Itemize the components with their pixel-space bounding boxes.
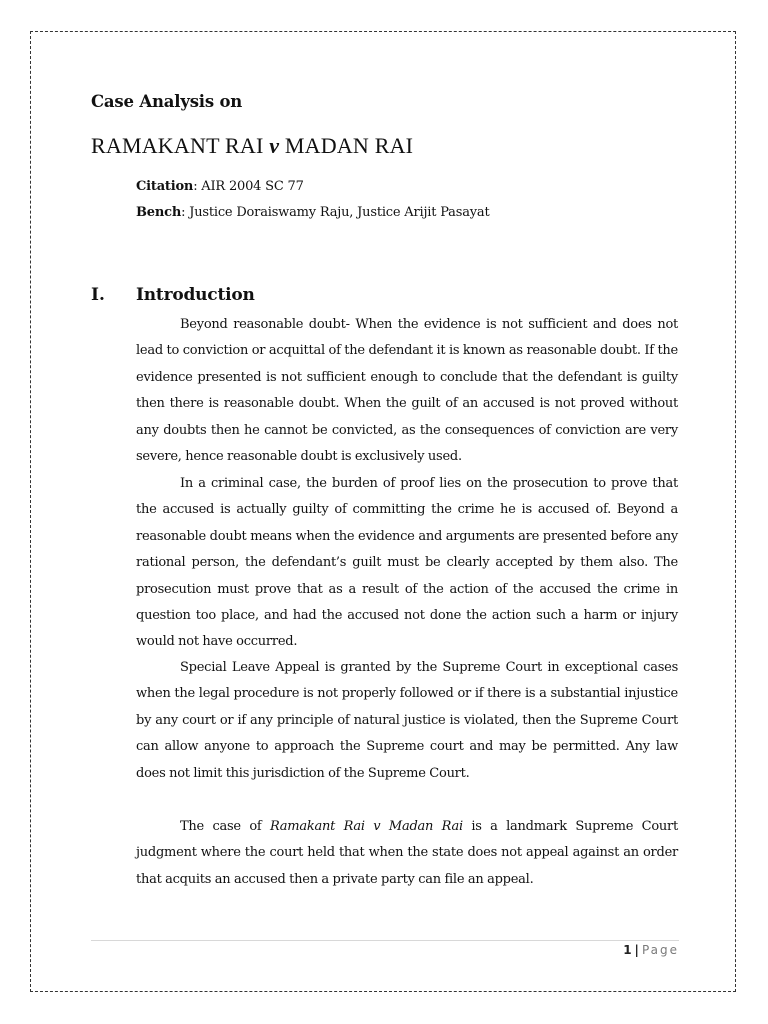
page-label: Page bbox=[641, 943, 679, 957]
bench-label: Bench bbox=[136, 205, 182, 220]
case-name-italic: Ramakant Rai v Madan Rai bbox=[269, 819, 463, 834]
document-title bbox=[91, 133, 413, 159]
bench-line bbox=[136, 205, 489, 220]
citation-value: : AIR 2004 SC 77 bbox=[193, 179, 304, 194]
section-number: I. bbox=[91, 285, 105, 305]
paragraph-burden-of-proof: In a criminal case, the burden of proof lies on the prosecution to prove that the accused is actually guilty of committing the crime he is accused of. Beyond a reasonable doubt means when the evidence and arguments are presented before any rational person, the defendant’s guilt must be clearly accepted by them also. The prosecution must prove that as a result of the action of the accused the crime in question too place, and had the accused not done the action such a harm or injury would not have occurred. bbox=[136, 476, 678, 650]
title-party-1: RAMAKANT RAI bbox=[91, 133, 264, 158]
document-subtitle: Case Analysis on bbox=[91, 92, 243, 111]
footer-divider bbox=[91, 940, 679, 941]
page-number: 1 bbox=[623, 943, 632, 957]
section-title: Introduction bbox=[136, 285, 255, 305]
citation-line bbox=[136, 179, 304, 194]
bench-value: : Justice Doraiswamy Raju, Justice Arijit Pasayat bbox=[181, 205, 490, 220]
paragraph-special-leave-appeal: Special Leave Appeal is granted by the Supreme Court in exceptional cases when the legal procedure is not properly followed or if there is a substantial injustice by any court or if any principle of natural justice is violated, then the Supreme Court can allow anyone to approach the Supreme court and may be permitted. Any law does not limit this jurisdiction of the Supreme Court. bbox=[136, 660, 678, 781]
title-versus: v bbox=[269, 133, 280, 158]
case-summary-rest: is a landmark Supreme Court judgment where the court held that when the state does not appeal against an order that acquits an accused then a private party can file an appeal. bbox=[136, 819, 678, 887]
case-summary-lead: The case of bbox=[180, 819, 270, 834]
title-party-2: MADAN RAI bbox=[284, 133, 414, 158]
page-footer bbox=[623, 943, 679, 957]
paragraph-case-summary bbox=[136, 814, 678, 893]
citation-label: Citation bbox=[136, 179, 194, 194]
footer-separator: | bbox=[634, 943, 639, 957]
paragraph-reasonable-doubt: Beyond reasonable doubt- When the evidence is not sufficient and does not lead to conviction or acquittal of the defendant it is known as reasonable doubt. If the evidence presented is not sufficient enough to conclude that the defendant is guilty then there is reasonable doubt. When the guilt of an accused is not proved without any doubts then he cannot be convicted, as the consequences of conviction are very severe, hence reasonable doubt is exclusively used. bbox=[136, 317, 678, 465]
